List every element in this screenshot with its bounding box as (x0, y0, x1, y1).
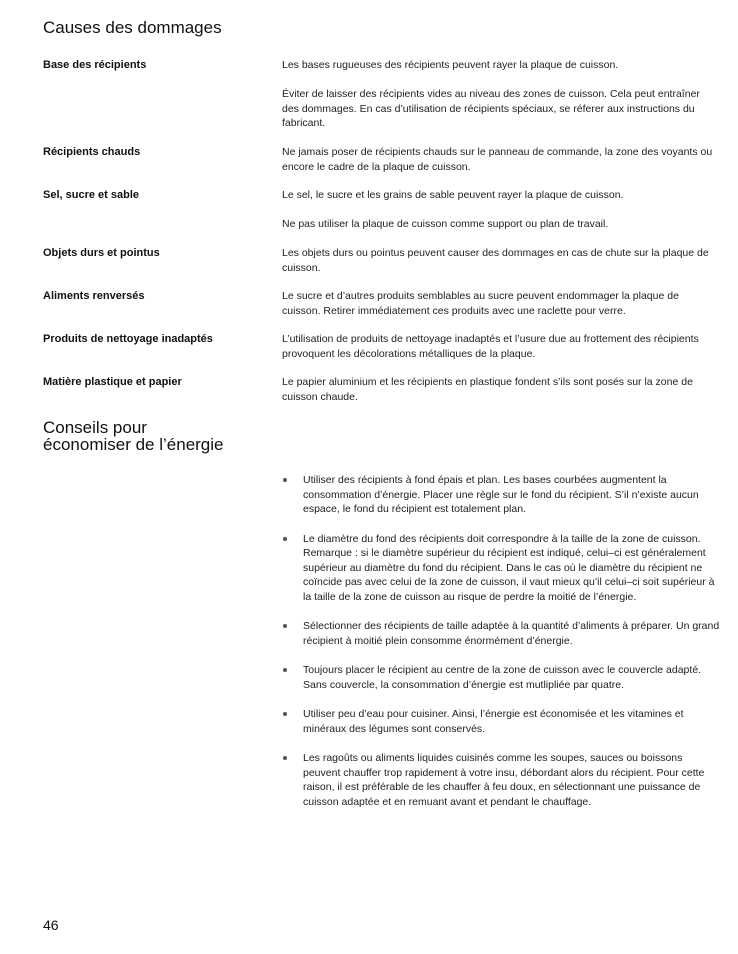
section-title-energy (43, 419, 224, 453)
row-text-salt-sugar-2: Ne pas utiliser la plaque de cuisson comme support ou plan de travail. (282, 218, 609, 230)
bullet-icon (283, 624, 287, 628)
list-item (282, 619, 720, 648)
list-item-text: Utiliser des récipients à fond épais et plan. Les bases courbées augmentent la consommation d’énergie. Placer une règle sur le fond du récipient. S’il n’existe aucun espace, le fond du récipient est totalement plan. (303, 474, 699, 515)
row-label-plastic-paper: Matière plastique et papier (43, 376, 182, 388)
row-text-salt-sugar-1: Le sel, le sucre et les grains de sable peuvent rayer la plaque de cuisson. (282, 189, 624, 201)
row-text-spills: Le sucre et d’autres produits semblables au sucre peuvent endommager la plaque de cuisson. Retirer immédiatement ces produits avec une raclette pour verre. (282, 290, 679, 317)
section-title-damage: Causes des dommages (43, 18, 222, 37)
bullet-icon (283, 668, 287, 672)
list-item (282, 663, 720, 692)
page-number: 46 (43, 917, 59, 933)
row-label-cleaning: Produits de nettoyage inadaptés (43, 333, 213, 345)
bullet-icon (283, 537, 287, 541)
list-item (282, 707, 720, 736)
row-label-hot-pans: Récipients chauds (43, 146, 141, 158)
section-title-energy-line1: Conseils pour (43, 418, 147, 437)
row-label-spills: Aliments renversés (43, 290, 145, 302)
list-item-text: Le diamètre du fond des récipients doit correspondre à la taille de la zone de cuisson. Remarque : si le diamètre supérieur du récipient est indiqué, celui–ci est généralement supérieur au diamètre du fond du récipient. Dans le cas où le diamètre du récipient ne coïncide pas avec celui de la zone de cuisson, il vaut mieux qu’il celui–ci soit supérieur à la taille de la zone de cuisson au risque de perdre la moitié de l’énergie. (303, 532, 715, 603)
row-label-hard-objects: Objets durs et pointus (43, 247, 160, 259)
list-item (282, 751, 720, 809)
list-item-text: Les ragoûts ou aliments liquides cuisinés comme les soupes, sauces ou boissons peuvent chauffer trop rapidement à votre insu, débordant alors du récipient. Pour cette raison, il est préférable de les chauffer à feu doux, en sélectionnant une puissance de cuisson adaptée et en remuant avant et pendant le chauffage. (303, 752, 705, 808)
list-item (282, 532, 720, 605)
row-text-plastic-paper: Le papier aluminium et les récipients en plastique fondent s’ils sont posés sur la zone de cuisson chaude. (282, 376, 693, 403)
row-text-base-2: Éviter de laisser des récipients vides au niveau des zones de cuisson. Cela peut entraîner des dommages. En cas d’utilisation de récipients spéciaux, se réferer aux instructions du fabricant. (282, 88, 700, 129)
bullet-icon (283, 756, 287, 760)
list-item-text: Utiliser peu d’eau pour cuisiner. Ainsi, l’énergie est économisée et les vitamines et minéraux des légumes sont conservés. (303, 708, 684, 735)
row-text-cleaning: L’utilisation de produits de nettoyage inadaptés et l’usure due au frottement des récipients provoquent les décolorations métalliques de la plaque. (282, 333, 699, 360)
row-label-base: Base des récipients (43, 59, 147, 71)
row-text-hard-objects: Les objets durs ou pointus peuvent causer des dommages en cas de chute sur la plaque de cuisson. (282, 247, 709, 274)
bullet-icon (283, 712, 287, 716)
list-item-text: Toujours placer le récipient au centre de la zone de cuisson avec le couvercle adapté. Sans couvercle, la consommation d’énergie est mutlipliée par quatre. (303, 664, 702, 691)
energy-tips-list (282, 473, 720, 824)
list-item-text: Sélectionner des récipients de taille adaptée à la quantité d’aliments à préparer. Un grand récipient à moitié plein consomme énormément d’énergie. (303, 620, 720, 647)
bullet-icon (283, 478, 287, 482)
row-text-base-1: Les bases rugueuses des récipients peuvent rayer la plaque de cuisson. (282, 59, 619, 71)
row-text-hot-pans: Ne jamais poser de récipients chauds sur le panneau de commande, la zone des voyants ou encore le cadre de la plaque de cuisson. (282, 146, 713, 173)
row-label-salt-sugar: Sel, sucre et sable (43, 189, 139, 201)
list-item (282, 473, 720, 517)
section-title-energy-line2: économiser de l’énergie (43, 435, 224, 454)
